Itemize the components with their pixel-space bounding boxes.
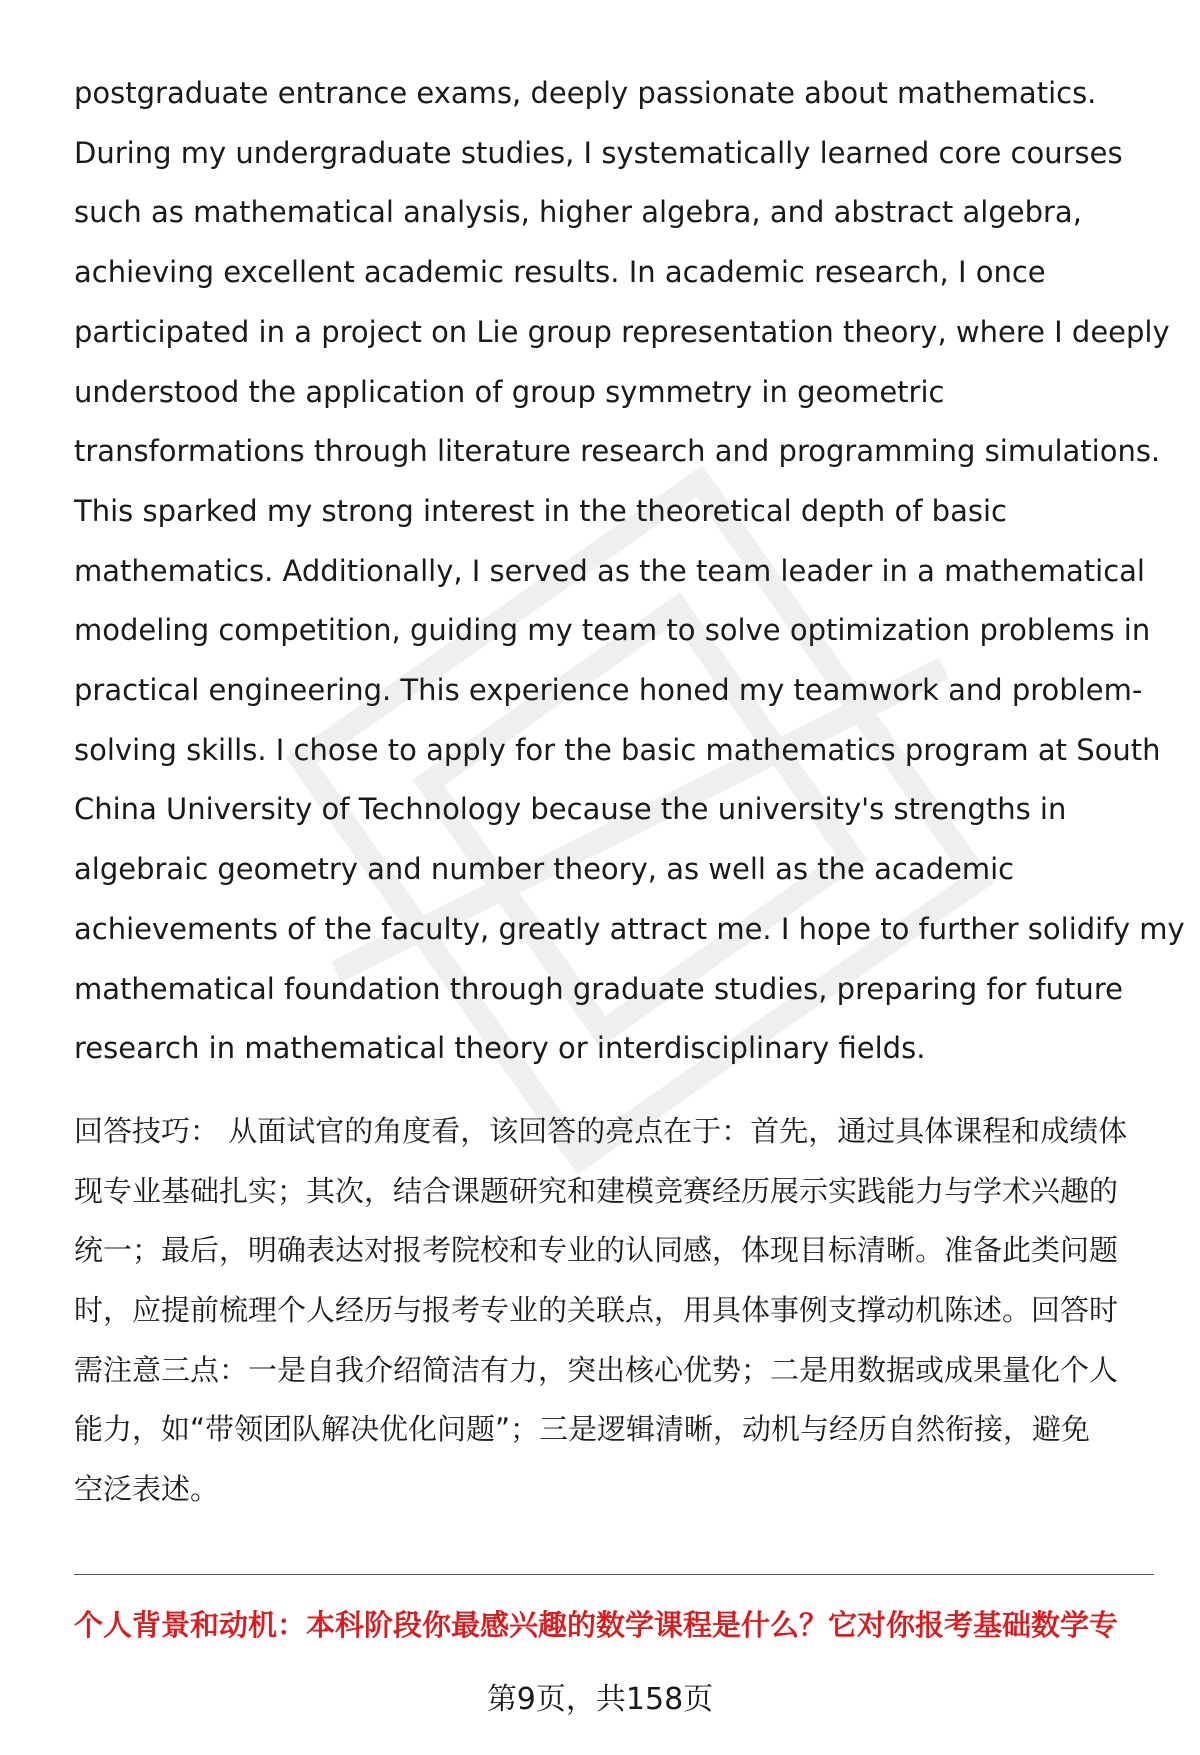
text-line: mathematics. Additionally, I served as the team leader in a mathematical [74, 553, 1145, 588]
text-line: understood the application of group symmetry in geometric [74, 374, 945, 409]
text-line: China University of Technology because the university's strengths in [74, 792, 1067, 827]
tips-line: 能力，如“带领团队解决优化问题”；三是逻辑清晰，动机与经历自然衔接，避免 [74, 1412, 1091, 1447]
text-line: This sparked my strong interest in the theoretical depth of basic [74, 493, 1007, 528]
text-line: algebraic geometry and number theory, as well as the academic [74, 852, 1015, 887]
text-line: modeling competition, guiding my team to solve optimization problems in [74, 613, 1151, 648]
text-line: such as mathematical analysis, higher algebra, and abstract algebra, [74, 195, 1082, 230]
text-line: postgraduate entrance exams, deeply passionate about mathematics. [74, 76, 1097, 110]
text-line: solving skills. I chose to apply for the basic mathematics program at South [74, 732, 1161, 767]
tips-line: 现专业基础扎实；其次，结合课题研究和建模竞赛经历展示实践能力与学术兴趣的 [74, 1173, 1119, 1208]
section-divider [74, 1574, 1154, 1575]
text-line: research in mathematical theory or interdisciplinary fields. [74, 1031, 926, 1066]
tips-line: 空泛表述。 [74, 1472, 220, 1507]
text-line: practical engineering. This experience honed my teamwork and problem- [74, 673, 1143, 708]
text-line: achieving excellent academic results. In academic research, I once [74, 255, 1046, 290]
next-question-heading: 个人背景和动机：本科阶段你最感兴趣的数学课程是什么？它对你报考基础数学专 [74, 1608, 1119, 1642]
tips-line: 回答技巧： 从面试官的角度看，该回答的亮点在于：首先，通过具体课程和成绩体 [74, 1113, 1128, 1148]
answer-body [74, 64, 1185, 1079]
answer-tips [74, 1102, 1154, 1520]
text-line: achievements of the faculty, greatly attract me. I hope to further solidify my [74, 911, 1185, 946]
tips-line: 统一；最后，明确表达对报考院校和专业的认同感，体现目标清晰。准备此类问题 [74, 1233, 1119, 1268]
text-line: participated in a project on Lie group representation theory, where I deeply [74, 314, 1170, 349]
document-page [74, 64, 1185, 1520]
text-line: transformations through literature research and programming simulations. [74, 434, 1161, 469]
tips-line: 需注意三点：一是自我介绍简洁有力，突出核心优势；二是用数据或成果量化个人 [74, 1352, 1119, 1387]
text-line: During my undergraduate studies, I systematically learned core courses [74, 135, 1123, 170]
page-number: 第9页，共158页 [486, 1682, 714, 1717]
text-line: mathematical foundation through graduate studies, preparing for future [74, 971, 1123, 1006]
tips-line: 时，应提前梳理个人经历与报考专业的关联点，用具体事例支撑动机陈述。回答时 [74, 1293, 1119, 1328]
